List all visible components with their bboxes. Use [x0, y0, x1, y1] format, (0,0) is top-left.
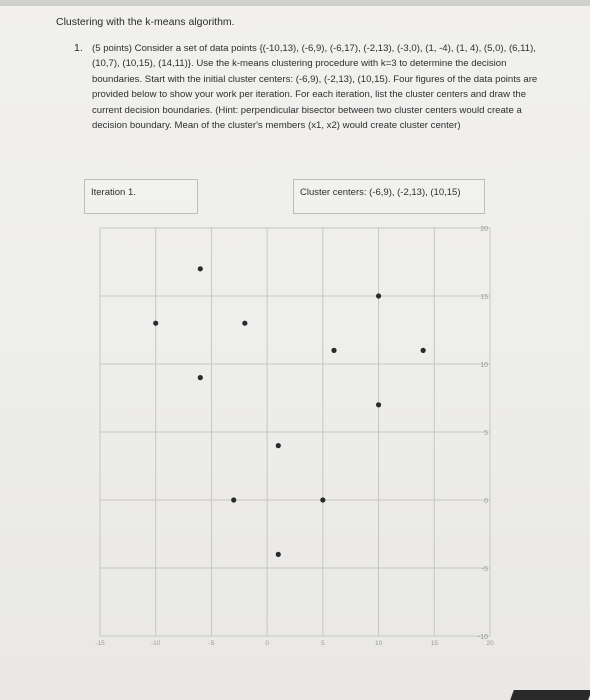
data-point	[376, 402, 381, 407]
x-tick-label: 0	[265, 640, 269, 647]
data-point	[331, 348, 336, 353]
x-tick-label: -10	[151, 640, 161, 647]
y-tick-label: -5	[481, 566, 488, 573]
iteration-label: Iteration 1.	[91, 187, 136, 198]
data-point	[276, 443, 281, 448]
y-tick-label: 10	[480, 362, 488, 369]
question-text: (5 points) Consider a set of data points {(-10,13), (-6,9), (-6,17), (-2,13), (-3,0), (1, -4), (1, 4), (5,0), (6,11), (10,7), (10,15), (14,11)}. Use the k-means clustering procedure with k=3 to determine the decision boundaries. Start with the initial cluster centers: (-6,9), (-2,13), (10,15). Four figures of the data points are provided below to show your work per iteration. For each iteration, list the cluster centers and draw the current decision boundaries. (Hint: perpendicular bisector between two cluster centers would create a decision boundary. Mean of the cluster's members (x1, x2) would create cluster center)	[92, 43, 538, 132]
x-tick-label: -15	[95, 640, 105, 647]
data-point	[320, 497, 325, 502]
y-tick-label: 15	[480, 294, 488, 301]
data-point	[276, 552, 281, 557]
x-tick-label: -5	[208, 640, 215, 647]
data-point	[198, 266, 203, 271]
y-tick-label: -10	[477, 634, 488, 641]
x-tick-label: 5	[321, 640, 325, 647]
y-tick-label: 5	[484, 430, 488, 437]
x-tick-label: 15	[430, 640, 438, 647]
y-tick-label: 20	[480, 226, 488, 233]
data-point	[153, 321, 158, 326]
page-edge-shadow	[510, 690, 590, 700]
data-point	[198, 375, 203, 380]
data-point	[231, 497, 236, 502]
page-heading: Clustering with the k-means algorithm.	[56, 16, 235, 28]
y-tick-label: 0	[484, 498, 488, 505]
x-tick-label: 10	[374, 640, 383, 647]
data-point	[421, 348, 426, 353]
x-tick-label: 20	[486, 640, 494, 647]
data-point	[242, 321, 247, 326]
question-number: 1.	[74, 42, 83, 54]
cluster-centers-label: Cluster centers: (-6,9), (-2,13), (10,15)	[300, 187, 461, 198]
data-point	[376, 293, 381, 298]
